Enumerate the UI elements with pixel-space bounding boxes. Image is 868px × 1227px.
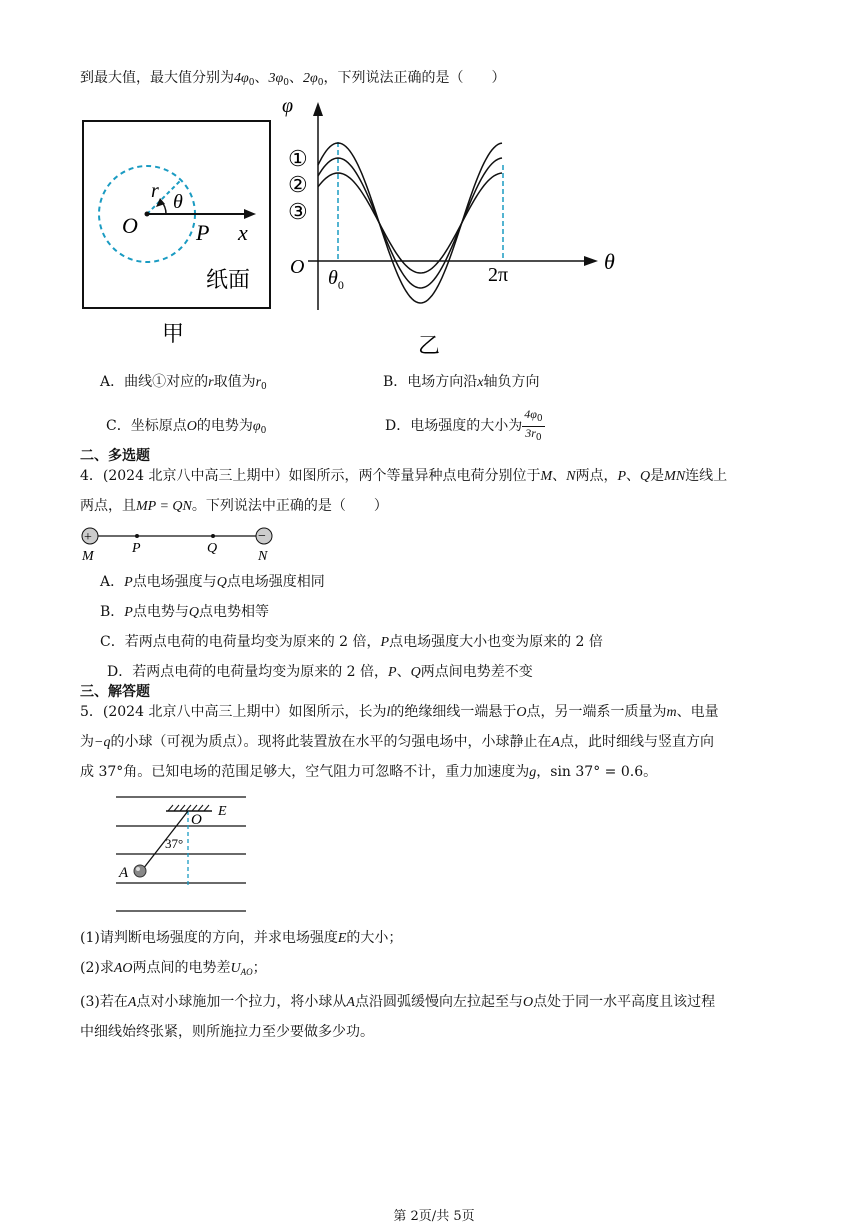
section-heading-problems: 三、解答题 bbox=[80, 684, 150, 700]
label-r: r bbox=[151, 180, 159, 202]
ball bbox=[134, 865, 146, 877]
q4-stem-line1: 4．(2024 北京八中高三上期中）如图所示，两个等量异种点电荷分别位于M、N两点，P、Q是MN连线上 bbox=[80, 468, 728, 484]
q4-option-d: D．若两点电荷的电荷量均变为原来的 2 倍，P、Q两点间电势差不变 bbox=[107, 664, 533, 680]
q3-intro: 到最大值，最大值分别为$4\varphi_0$、$3\varphi_0$、$2\varphi_0$，下列说法正确的是（ ） bbox=[80, 70, 506, 88]
plus-sign: + bbox=[84, 530, 92, 545]
q3-option-b: B．电场方向沿x轴负方向 bbox=[383, 374, 540, 390]
q5-sub1: (1)请判断电场强度的方向，并求电场强度E的大小； bbox=[80, 930, 403, 946]
q5-sub2: (2)求AO两点间的电势差$U_{AO}$； bbox=[80, 960, 267, 977]
q3-option-d: D．电场强度的大小为 $\frac{4\varphi_0}{3r_0}$ bbox=[385, 406, 543, 443]
minus-sign: − bbox=[258, 529, 266, 544]
q3-option-a: A．曲线①对应的r取值为$r_0$ bbox=[100, 374, 267, 392]
label-theta0: $\theta_0$ bbox=[328, 267, 344, 292]
origin-dot bbox=[145, 212, 150, 217]
q5-stem-line2: 为−q的小球（可视为质点）。现将此装置放在水平的匀强电场中，小球静止在A点，此时细线与竖直方向 bbox=[80, 734, 715, 750]
curve-2-label: ② bbox=[288, 172, 308, 197]
page-footer: 第 2页/共 5页 bbox=[393, 1209, 475, 1224]
label-angle: 37° bbox=[165, 836, 184, 851]
ceiling-hatch bbox=[168, 805, 209, 811]
label-Q-point: Q bbox=[207, 541, 218, 556]
label-theta: θ bbox=[173, 191, 183, 213]
q5-stem-line1: 5．(2024 北京八中高三上期中）如图所示，长为l的绝缘细线一端悬于O点，另一端系一质量为m、电量 bbox=[80, 704, 719, 720]
label-P-point: P bbox=[132, 541, 141, 556]
label-x: x bbox=[238, 220, 248, 245]
q5-stem-line3: 成 37°角。已知电场的范围足够大，空气阻力可忽略不计，重力加速度为g，sin 37° = 0.6。 bbox=[80, 764, 658, 780]
curve-3-label: ③ bbox=[288, 199, 308, 224]
caption-jia: 甲 bbox=[162, 322, 185, 347]
figure-charges bbox=[78, 524, 278, 564]
q5-sub3-line2: 中细线始终张紧，则所施拉力至少要做多少功。 bbox=[80, 1024, 374, 1040]
figure-yi bbox=[282, 95, 626, 363]
ball-highlight bbox=[136, 867, 140, 871]
curve-1-label: ① bbox=[288, 146, 308, 171]
point-q-dot bbox=[211, 534, 215, 538]
point-p-dot bbox=[135, 534, 139, 538]
label-O-pivot: O bbox=[191, 812, 202, 828]
option-d-fraction: $\frac{4\varphi_0}{3r_0}$ bbox=[524, 406, 543, 443]
figure-pendulum bbox=[110, 790, 255, 920]
label-P: P bbox=[196, 220, 210, 245]
label-M: M bbox=[82, 549, 94, 564]
q4-option-c: C．若两点电荷的电荷量均变为原来的 2 倍，P点电场强度大小也变为原来的 2 倍 bbox=[100, 634, 603, 650]
label-paper: 纸面 bbox=[206, 268, 251, 293]
q3-option-c: C．坐标原点O的电势为$\varphi_0$ bbox=[106, 418, 267, 436]
theta-axis-arrow bbox=[584, 256, 598, 266]
label-phi: φ bbox=[282, 95, 294, 117]
q5-sub3: (3)若在A点对小球施加一个拉力，将小球从A点沿圆弧缓慢向左拉起至与O点处于同一水平高度且该过程 bbox=[80, 994, 716, 1010]
label-N: N bbox=[258, 549, 268, 564]
label-origin: O bbox=[290, 256, 305, 278]
section-heading-multiple-choice: 二、多选题 bbox=[80, 448, 150, 464]
figure-jia bbox=[78, 115, 278, 350]
label-A-ball: A bbox=[119, 865, 129, 881]
label-O: O bbox=[122, 213, 138, 238]
q4-option-a: A．P点电场强度与Q点电场强度相同 bbox=[100, 574, 325, 590]
label-E: E bbox=[218, 804, 227, 819]
phi-axis-arrow bbox=[313, 102, 323, 116]
x-axis-arrow bbox=[244, 209, 256, 219]
q4-stem-line2: 两点，且MP = QN。下列说法中正确的是（ ） bbox=[80, 498, 388, 514]
curve-1 bbox=[318, 143, 502, 303]
label-theta-axis: θ bbox=[604, 249, 615, 274]
label-two-pi: 2π bbox=[488, 264, 509, 286]
caption-yi: 乙 bbox=[418, 334, 441, 359]
q4-option-b: B．P点电势与Q点电势相等 bbox=[100, 604, 269, 620]
